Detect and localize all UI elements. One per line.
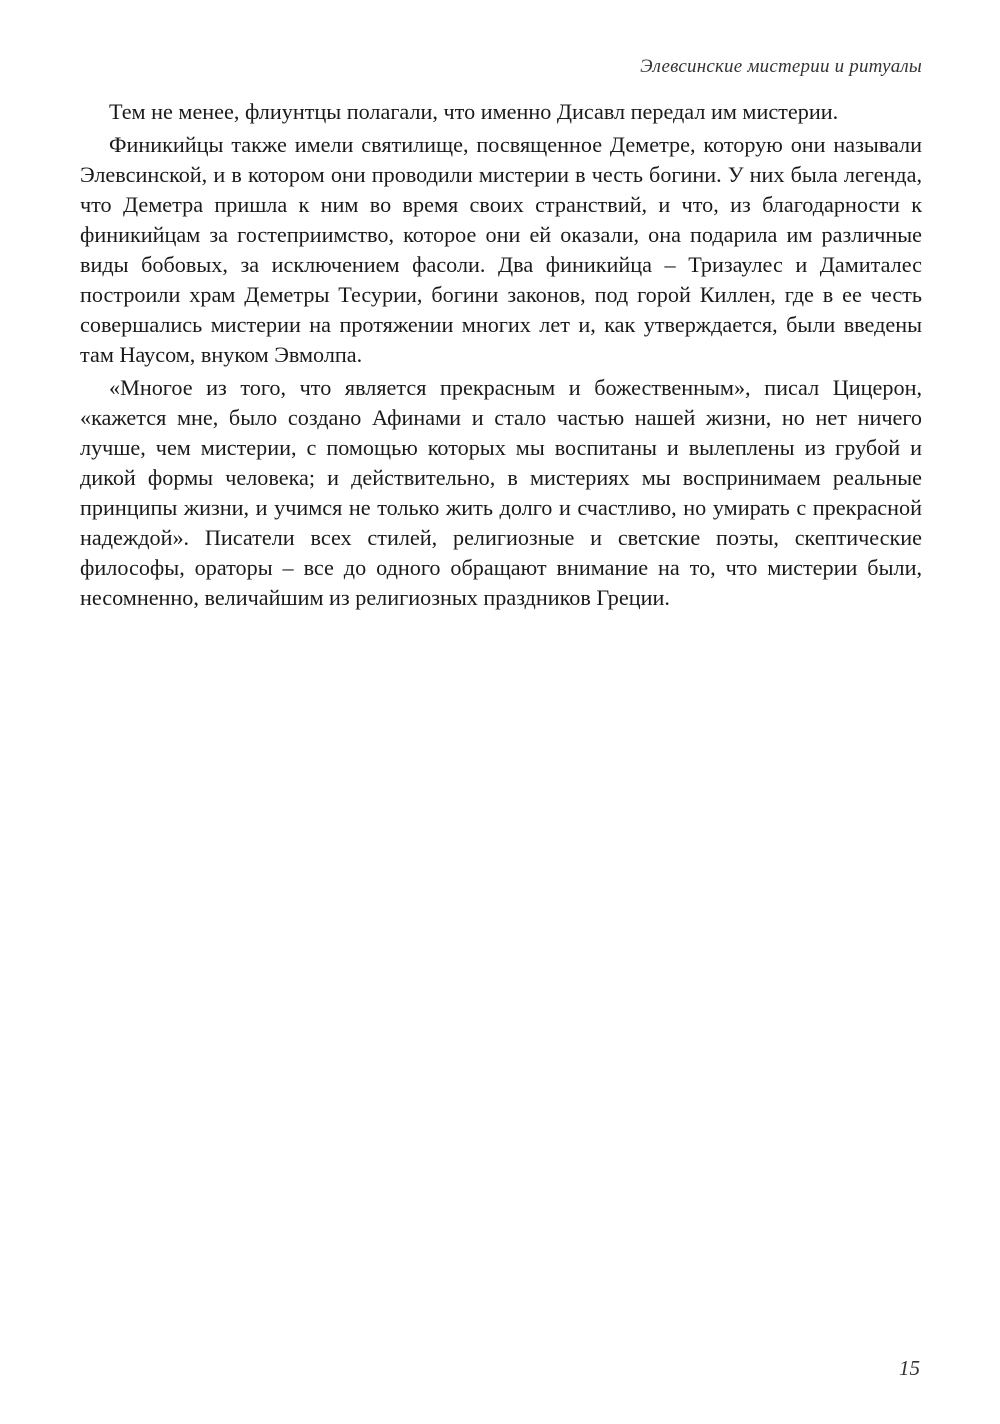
paragraph-1: Тем не менее, флиунтцы полагали, что именно Дисавл передал им мистерии.: [109, 99, 839, 124]
paragraph-3: «Многое из того, что является прекрасным и божественным», писал Цицерон, «кажется мне, было создано Афинами и стало частью нашей жизни, но нет ничего лучше, чем мистерии, с помощью которых мы воспитаны и вылеплены из грубой и дикой формы человека; и действительно, в мистериях мы воспринимаем реальные принципы жизни, и учимся не только жить долго и счастливо, но умирать с прекрасной надеждой». Писатели всех стилей, религиозные и светские поэты, скептические философы, ораторы – все до одного обращают внимание на то, что мистерии были, несомненно, величайшим из религиозных праздников Греции.: [80, 375, 922, 610]
body-text: [80, 97, 922, 613]
running-header: Элевсинские мистерии и ритуалы: [640, 56, 922, 77]
page-number: 15: [899, 1356, 920, 1380]
paragraph-2: Финикийцы также имели святилище, посвященное Деметре, которую они называли Элевсинской, и в котором они проводили мистерии в честь богини. У них была легенда, что Деметра пришла к ним во время своих странствий, и что, из благодарности к финикийцам за гостеприимство, которое они ей оказали, она подарила им различные виды бобовых, за исключением фасоли. Два финикийца – Тризаулес и Дамиталес построили храм Деметры Тесурии, богини законов, под горой Киллен, где в ее честь совершались мистерии на протяжении многих лет и, как утверждается, были введены там Наусом, внуком Эвмолпа.: [80, 132, 922, 367]
